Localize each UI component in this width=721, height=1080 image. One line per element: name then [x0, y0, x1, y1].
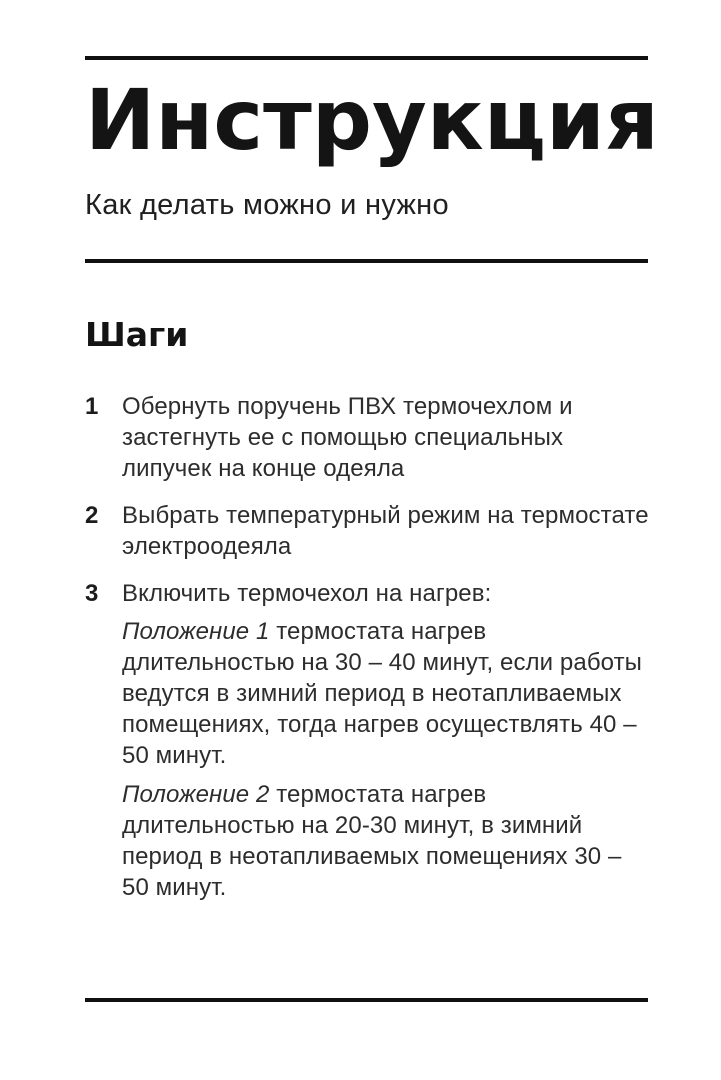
page-title: Инструкция: [85, 71, 659, 169]
bottom-rule: [85, 998, 648, 1002]
step-body: [122, 391, 655, 484]
substep-lead: Положение 1: [122, 617, 270, 645]
step-text: Обернуть поручень ПВХ термочехлом и застегнуть ее с помощью специальных липучек на конце одеяла: [122, 392, 573, 482]
substep-text: термостата нагрев длительностью на 30 – 40 минут, если работы ведутся в зимний период в неотапливаемых помещениях, тогда нагрев осуществлять 40 – 50 минут.: [122, 617, 643, 769]
step-item-3: [85, 578, 655, 903]
section-heading: Шаги: [85, 314, 189, 354]
substep-paragraph-2: [122, 779, 655, 903]
top-rule: [85, 56, 648, 60]
header-rule: [85, 259, 648, 263]
substep-text: термостата нагрев длительностью на 20-30 минут, в зимний период в неотапливаемых помещениях 30 – 50 минут.: [122, 780, 622, 901]
step-item-1: [85, 391, 655, 484]
substep-paragraph-1: [122, 616, 655, 771]
step-item-2: [85, 500, 655, 562]
steps-list: [85, 391, 655, 903]
page-subtitle: Как делать можно и нужно: [85, 189, 449, 222]
step-body: [122, 578, 655, 903]
substep-lead: Положение 2: [122, 780, 270, 808]
step-body: [122, 500, 655, 562]
step-text: Включить термочехол на нагрев:: [122, 579, 492, 607]
step-number: 3: [85, 579, 99, 607]
step-number: 2: [85, 501, 99, 529]
step-text: Выбрать температурный режим на термостате электроодеяла: [122, 501, 649, 560]
step-number: 1: [85, 392, 99, 420]
instruction-page: [0, 56, 721, 1080]
